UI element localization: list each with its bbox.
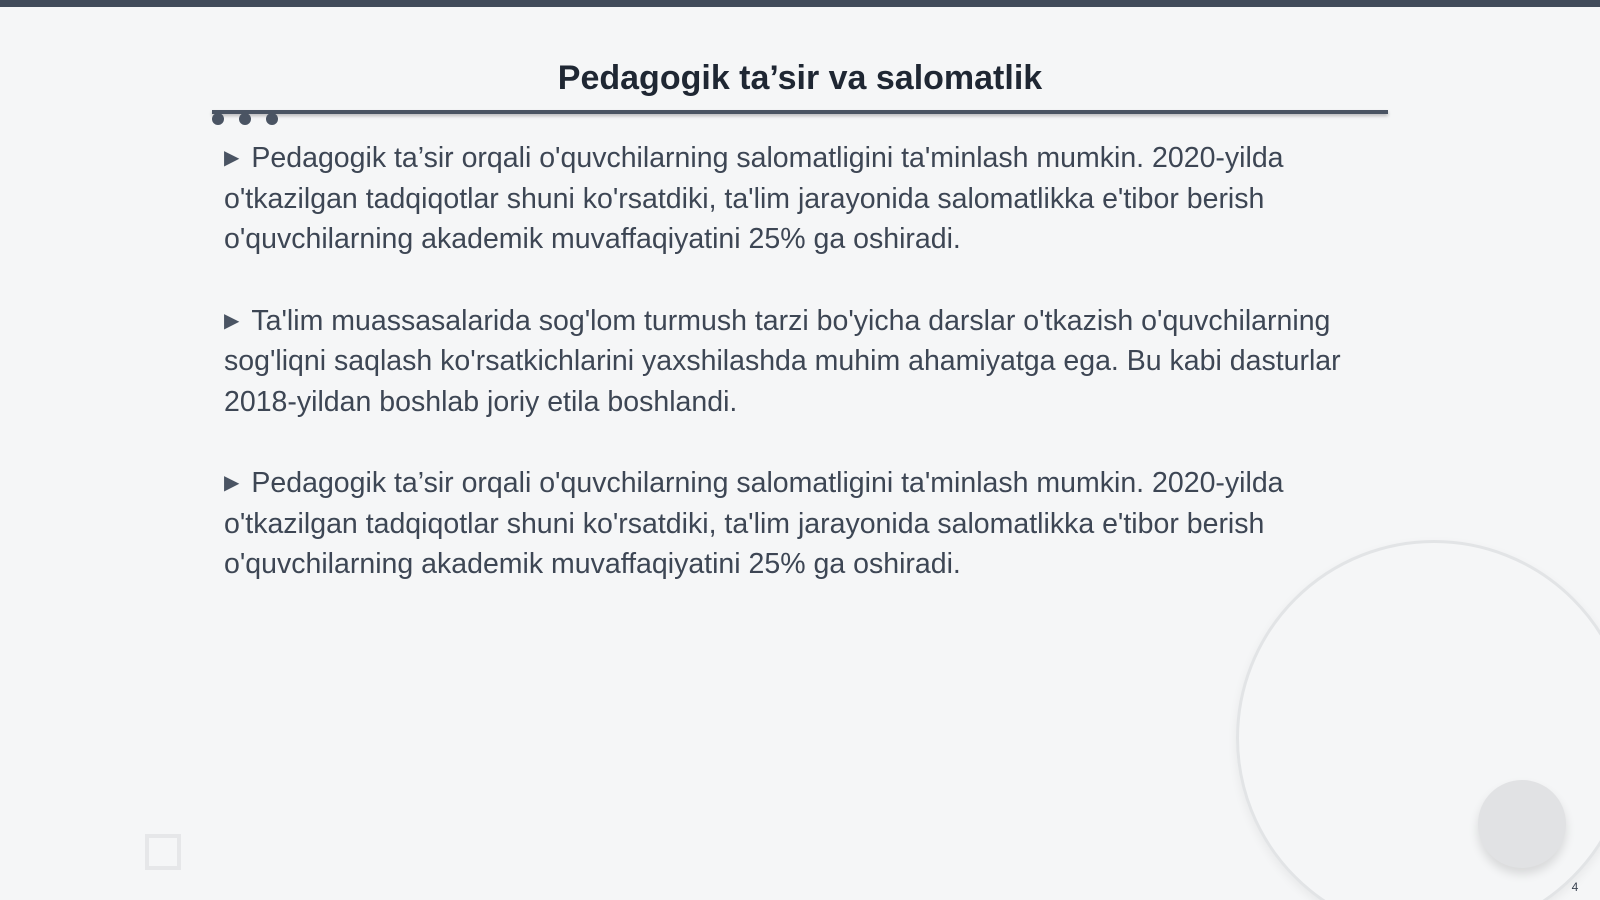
title-underline — [212, 110, 1388, 114]
decorative-square — [145, 834, 181, 870]
slide-title: Pedagogik ta’sir va salomatlik — [557, 59, 1043, 97]
bullet-text: Pedagogik ta’sir orqali o'quvchilarning salomatligini ta'minlash mumkin. 2020-yilda o'tkazilgan tadqiqotlar shuni ko'rsatdiki, ta'lim jarayonida salomatlikka e'tibor berish o'quvchilarning akademik muvaffaqiyatini 25% ga oshiradi. — [224, 142, 1284, 255]
page-number: 4 — [1571, 880, 1579, 894]
bullet-text: Ta'lim muassasalarida sog'lom turmush tarzi bo'yicha darslar o'tkazish o'quvchilarning sog'liqni saqlash ko'rsatkichlarini yaxshilashda muhim ahamiyatga ega. Bu kabi dasturlar 2018-yildan boshlab joriy etila boshlandi. — [224, 304, 1341, 418]
bullet-item — [224, 301, 1384, 423]
decorative-circle-filled — [1478, 780, 1566, 868]
bullet-item — [224, 463, 1384, 585]
triangle-bullet-icon: ▶ — [224, 472, 240, 494]
triangle-bullet-icon: ▶ — [224, 147, 240, 169]
decorative-dot — [239, 113, 251, 125]
top-accent-bar — [0, 0, 1600, 7]
bullet-list — [224, 138, 1384, 626]
bullet-item — [224, 138, 1384, 260]
decorative-dot — [212, 113, 224, 125]
decorative-dot — [266, 113, 278, 125]
triangle-bullet-icon: ▶ — [224, 309, 240, 332]
bullet-text: Pedagogik ta’sir orqali o'quvchilarning salomatligini ta'minlash mumkin. 2020-yilda o'tkazilgan tadqiqotlar shuni ko'rsatdiki, ta'lim jarayonida salomatlikka e'tibor berish o'quvchilarning akademik muvaffaqiyatini 25% ga oshiradi. — [224, 467, 1284, 580]
